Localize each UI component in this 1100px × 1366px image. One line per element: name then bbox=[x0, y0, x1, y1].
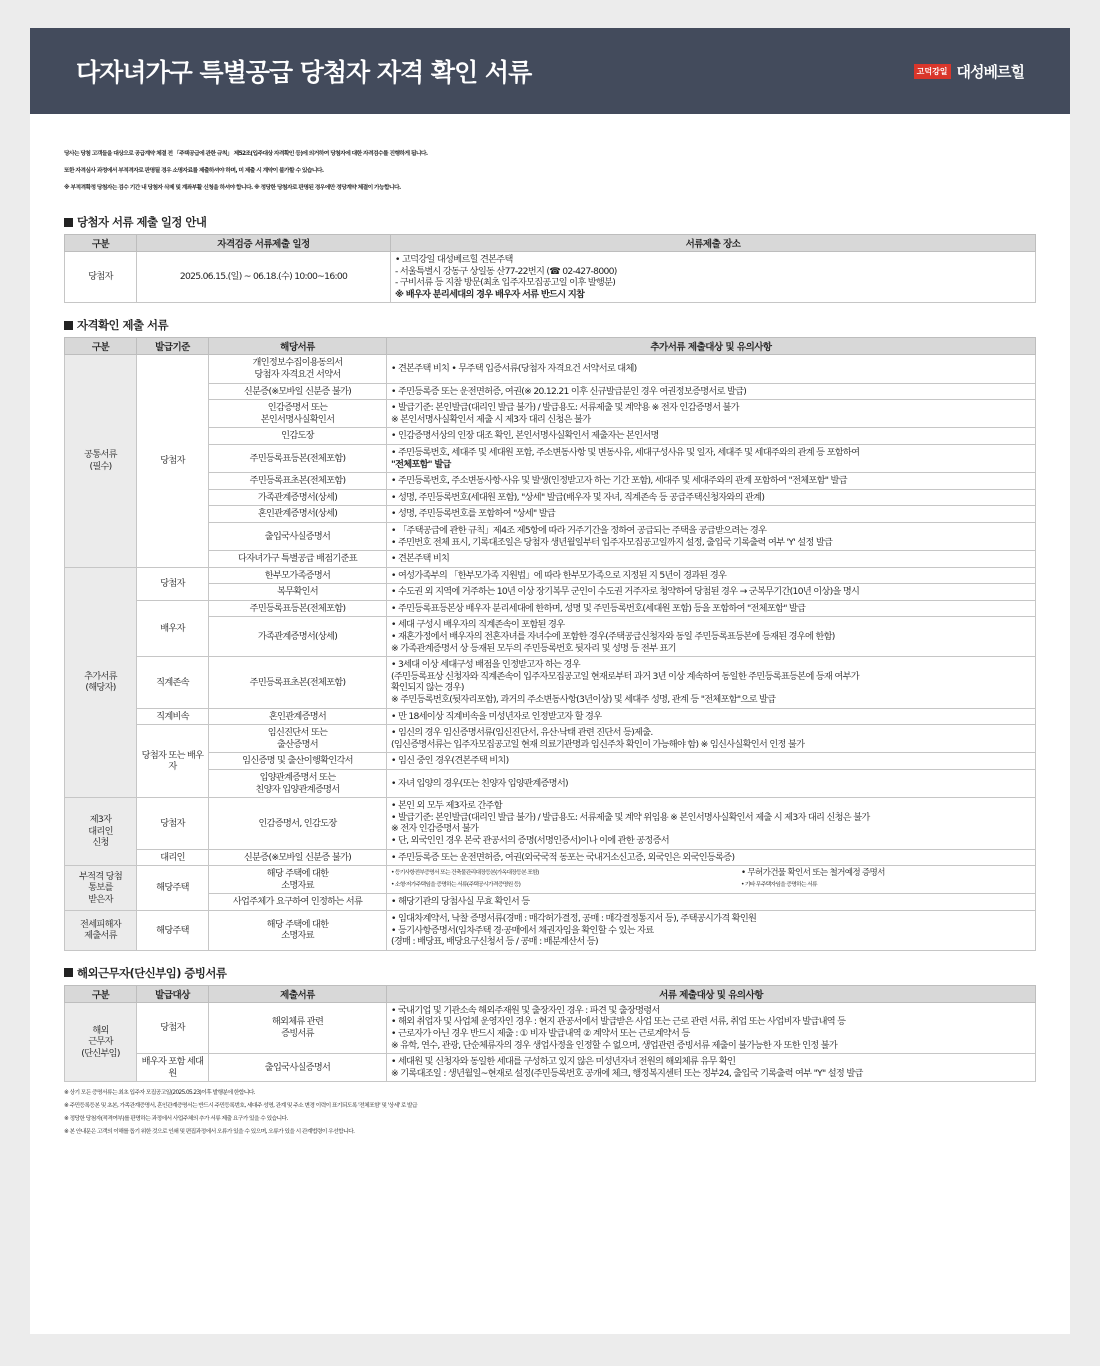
notes-cell: • 인감증명서상의 인장 대조 확인, 본인서명사실확인서 제출자는 본인서명 bbox=[387, 428, 1036, 445]
column-header: 서류제출 장소 bbox=[391, 235, 1036, 252]
doc-cell: 가족관계증명서(상세) bbox=[209, 617, 387, 657]
doc-cell: 출입국사실증명서 bbox=[209, 1054, 387, 1082]
issuer-cell: 대리인 bbox=[137, 849, 209, 866]
doc-cell: 해외체류 관련 증빙서류 bbox=[209, 1002, 387, 1053]
issuer-cell: 당첨자 bbox=[137, 1002, 209, 1053]
overseas-section-title: 해외근무자(단신부임) 증빙서류 bbox=[64, 965, 1036, 981]
doc-cell: 주민등록표초본(전체포함) bbox=[209, 473, 387, 490]
notes-cell: • 자녀 입양의 경우(또는 친양자 입양관계증명서) bbox=[387, 770, 1036, 798]
table-row bbox=[65, 910, 1036, 950]
table-row bbox=[65, 770, 1036, 798]
notes-cell: • 「주택공급에 관한 규칙」제4조 제5항에 따라 거주기간을 정하여 공급되는 주택을 공급받으려는 경우 • 주민번호 전체 표시, 기록대조일은 당첨자 생년월일부터 입주자모집공고일까지 설정, 출입국 기록출력 여부 'Y' 설정 발급 bbox=[387, 522, 1036, 550]
schedule-table bbox=[64, 234, 1036, 303]
doc-cell: 가족관계증명서(상세) bbox=[209, 489, 387, 506]
group-cell-ineligible: 부적격 당첨 통보를 받은자 bbox=[65, 866, 137, 911]
notice-page bbox=[30, 28, 1070, 1334]
table-row bbox=[65, 567, 1036, 584]
doc-cell: 임신증명 및 출산이행확인각서 bbox=[209, 753, 387, 770]
issuer-cell: 해당주택 bbox=[137, 866, 209, 911]
table-row bbox=[65, 725, 1036, 753]
issuer-cell: 직계존속 bbox=[137, 657, 209, 708]
table-row bbox=[65, 894, 1036, 911]
table-header-row bbox=[65, 235, 1036, 252]
table-row bbox=[65, 551, 1036, 568]
intro-text bbox=[64, 146, 1036, 197]
column-header: 발급기준 bbox=[137, 338, 209, 355]
issuer-cell: 배우자 포함 세대원 bbox=[137, 1054, 209, 1082]
footnotes bbox=[64, 1087, 1036, 1139]
notes-cell: • 세대원 및 신청자와 동일한 세대를 구성하고 있지 않은 미성년자녀 전원의 해외체류 유무 확인 ※ 기록대조일 : 생년월일~현재로 설정(주민등록번호 공개에 체크, 행정복지센터 또는 정부24, 출입국 기록출력 여부 "Y" 설정 발급 bbox=[387, 1054, 1036, 1082]
doc-cell: 출입국사실증명서 bbox=[209, 522, 387, 550]
column-header: 발급대상 bbox=[137, 985, 209, 1002]
notes-cell: • 3세대 이상 세대구성 배점을 인정받고자 하는 경우 (주민등록표상 신청자와 직계존속이 입주자모집공고일 현재로부터 과거 3년 이상 계속하여 동일한 주민등록표등본에 등재 여부가 확인되지 않는 경우) ※ 주민등록번호(뒷자리포함), 과거의 주소변동사항(3년이상) 및 세대주 성명, 관계 등 "전체포함"으로 발급 bbox=[387, 657, 1036, 708]
doc-cell: 인감증명서, 인감도장 bbox=[209, 798, 387, 849]
table-header-row bbox=[65, 338, 1036, 355]
doc-cell: 개인정보수집이용동의서 당첨자 자격요건 서약서 bbox=[209, 355, 387, 383]
group-cell-proxy: 제3자 대리인 신청 bbox=[65, 798, 137, 866]
table-row bbox=[65, 866, 1036, 894]
table-row bbox=[65, 617, 1036, 657]
notes-cell: • 성명, 주민등록번호(세대원 포함), "상세" 발급(배우자 및 자녀, 직계존속 등 공급주택신청자와의 관계) bbox=[387, 489, 1036, 506]
notes-cell: • 여성가족부의 「한부모가족 지원법」에 따라 한부모가족으로 지정된 지 5년이 경과된 경우 bbox=[387, 567, 1036, 584]
square-bullet-icon bbox=[64, 968, 73, 977]
doc-cell: 한부모가족증명서 bbox=[209, 567, 387, 584]
doc-cell: 주민등록표등본(전체포함) bbox=[209, 600, 387, 617]
table-row bbox=[65, 798, 1036, 849]
doc-cell: 주민등록표초본(전체포함) bbox=[209, 657, 387, 708]
table-row bbox=[65, 708, 1036, 725]
doc-cell: 신분증(※모바일 신분증 불가) bbox=[209, 383, 387, 400]
notes-cell: • 주민등록증 또는 운전면허증, 여권(※ 20.12.21 이후 신규발급분인 경우 여권정보증명서로 발급) bbox=[387, 383, 1036, 400]
doc-cell: 다자녀가구 특별공급 배점기준표 bbox=[209, 551, 387, 568]
doc-cell: 해당 주택에 대한 소명자료 bbox=[209, 910, 387, 950]
doc-cell: 해당 주택에 대한 소명자료 bbox=[209, 866, 387, 894]
table-row bbox=[65, 355, 1036, 383]
square-bullet-icon bbox=[64, 218, 73, 227]
intro-line: 당사는 당첨 고객들을 대상으로 공급계약 체결 전 「주택공급에 관한 규칙」 제52조(입주대상 자격확인 등)에 의거하여 당첨자에 대한 자격검수를 진행하게 됩니다. bbox=[64, 151, 428, 157]
column-header: 구분 bbox=[65, 985, 137, 1002]
footnote: ※ 정당한 당첨자(적격여부)를 판명하는 과정에서 사업주체의 추가 서류 제출 요구가 있을 수 있습니다. bbox=[64, 1116, 288, 1123]
doc-cell: 혼인관계증명서(상세) bbox=[209, 506, 387, 523]
table-row bbox=[65, 400, 1036, 428]
notes-cell: • 성명, 주민등록번호를 포함하여 "상세" 발급 bbox=[387, 506, 1036, 523]
doc-cell: 임신진단서 또는 출산증명서 bbox=[209, 725, 387, 753]
notes-cell: • 발급기준: 본인발급(대리인 발급 불가) / 발급용도: 서류제출 및 계약용 ※ 전자 인감증명서 불가 ※ 본인서명사실확인서 제출 시 제3자 대리 신청은 불가 bbox=[387, 400, 1036, 428]
doc-cell: 신분증(※모바일 신분증 불가) bbox=[209, 849, 387, 866]
notes-cell: • 국내기업 및 기관소속 해외주재원 및 출장자인 경우 : 파견 및 출장명령서 • 해외 취업자 및 사업체 운영자인 경우 : 현지 관공서에서 발급받은 사업 또는 근로 관련 서류, 취업 또는 사업비자 발급내역 등 • 근로자가 아닌 경우 반드시 제출 : ① 비자 발급내역 ② 계약서 또는 근로계약서 등 ※ 유학, 연수, 관광, 단순체류자의 경우 생업사정을 인정할 수 없으며, 생업관련 증빙서류 제출이 불가능한 자 또한 인정 불가 bbox=[387, 1002, 1036, 1053]
footnote: ※ 본 안내문은 고객의 이해를 돕기 위한 것으로 인쇄 및 편집과정에서 오류가 있을 수 있으며, 오류가 있을 시 관계법령이 우선합니다. bbox=[64, 1129, 355, 1136]
issuer-cell: 당첨자 bbox=[137, 798, 209, 849]
column-header: 자격검증 서류제출 일정 bbox=[137, 235, 391, 252]
page-title: 다자녀가구 특별공급 당첨자 자격 확인 서류 bbox=[76, 58, 532, 87]
column-header: 제출서류 bbox=[209, 985, 387, 1002]
group-cell-additional: 추가서류 (해당자) bbox=[65, 567, 137, 798]
table-row bbox=[65, 489, 1036, 506]
table-row bbox=[65, 1054, 1036, 1082]
table-row bbox=[65, 584, 1036, 601]
table-row bbox=[65, 252, 1036, 303]
notes-cell: • 임신의 경우 임신증명서류(임신진단서, 유산·낙태 관련 진단서 등)제출. (임신증명서류는 입주자모집공고일 현재 의료기관명과 임신주차 확인이 가능해야 함) ※ 임신사실확인서 인정 불가 bbox=[387, 725, 1036, 753]
table-row bbox=[65, 522, 1036, 550]
docs-section-title: 자격확인 제출 서류 bbox=[64, 317, 1036, 333]
schedule-section-title: 당첨자 서류 제출 일정 안내 bbox=[64, 214, 1036, 230]
notes-cell: • 주민등록번호, 세대주 및 세대원 포함, 주소변동사항 및 변동사유, 세대구성사유 및 일자, 세대주 및 세대주와의 관계 등 포함하여 "전체포함" 발급 bbox=[387, 444, 1036, 472]
column-header: 서류 제출대상 및 유의사항 bbox=[387, 985, 1036, 1002]
column-header: 구분 bbox=[65, 338, 137, 355]
brand-badge: 고덕강일 bbox=[914, 64, 951, 79]
schedule-category: 당첨자 bbox=[65, 252, 137, 303]
issuer-cell: 당첨자 bbox=[137, 355, 209, 567]
doc-cell: 인감증명서 또는 본인서명사실확인서 bbox=[209, 400, 387, 428]
docs-table bbox=[64, 337, 1036, 950]
doc-cell: 복무확인서 bbox=[209, 584, 387, 601]
doc-cell: 혼인관계증명서 bbox=[209, 708, 387, 725]
issuer-cell: 당첨자 bbox=[137, 567, 209, 600]
issuer-cell: 직계비속 bbox=[137, 708, 209, 725]
brand-name: 대성베르힐 bbox=[956, 62, 1024, 81]
notes-cell: • 주민등록증 또는 운전면허증, 여권(외국국적 동포는 국내거소신고증, 외국인은 외국인등록증) bbox=[387, 849, 1036, 866]
notes-cell: • 주민등록표등본상 배우자 분리세대에 한하며, 성명 및 주민등록번호(세대원 포함) 등을 포함하여 "전체포함" 발급 bbox=[387, 600, 1036, 617]
brand-logo bbox=[914, 61, 1024, 82]
table-row bbox=[65, 383, 1036, 400]
footnote: ※ 상기 모든 증명서류는 최초 입주자 모집공고일(2025.05.23)이후 발행분에 한합니다. bbox=[64, 1090, 255, 1097]
table-row bbox=[65, 1002, 1036, 1053]
intro-line: 또한 자격심사 과정에서 부적격자로 판명될 경우 소명자료를 제출하셔야 하며, 미 제출 시 계약이 불가할 수 있습니다. bbox=[64, 168, 324, 174]
notes-cell: • 임대차계약서, 낙찰 증명서류(경매 : 매각허가결정, 공매 : 매각결정통지서 등), 주택공시가격 확인원 • 등기사항증명서(임차주택 경·공매에서 채권자임을 확인할 수 있는 자료 (경매 : 배당표, 배당요구신청서 등 / 공매 : 배분계산서 등) bbox=[387, 910, 1036, 950]
column-header: 해당서류 bbox=[209, 338, 387, 355]
table-row bbox=[65, 444, 1036, 472]
doc-cell: 인감도장 bbox=[209, 428, 387, 445]
notes-cell: • 만 18세이상 직계비속을 미성년자로 인정받고자 할 경우 bbox=[387, 708, 1036, 725]
notes-cell: • 견본주택 비치 • 무주택 입증서류(당첨자 자격요건 서약서로 대체) bbox=[387, 355, 1036, 383]
notes-cell: • 임신 중인 경우(견본주택 비치) bbox=[387, 753, 1036, 770]
schedule-period: 2025.06.15.(일) ~ 06.18.(수) 10:00~16:00 bbox=[137, 252, 391, 303]
doc-cell: 입양관계증명서 또는 친양자 입양관계증명서 bbox=[209, 770, 387, 798]
table-row bbox=[65, 600, 1036, 617]
column-header: 구분 bbox=[65, 235, 137, 252]
table-row bbox=[65, 753, 1036, 770]
column-header: 추가서류 제출대상 및 유의사항 bbox=[387, 338, 1036, 355]
schedule-place: • 고덕강일 대성베르힐 견본주택 - 서울특별시 강동구 상일동 산77-22번지 (☎ 02-427-8000) - 구비서류 등 지참 방문(최초 입주자모집공고일 이후 발행분) ※ 배우자 분리세대의 경우 배우자 서류 반드시 지참 bbox=[391, 252, 1036, 303]
issuer-cell: 배우자 bbox=[137, 600, 209, 656]
doc-cell: 사업주체가 요구하여 인정하는 서류 bbox=[209, 894, 387, 911]
notes-cell: • 수도권 외 지역에 거주하는 10년 이상 장기복무 군인이 수도권 거주자로 청약하여 당첨된 경우 → 군복무기간(10년 이상)을 명시 bbox=[387, 584, 1036, 601]
issuer-cell: 해당주택 bbox=[137, 910, 209, 950]
notes-cell: • 등기사항전부증명서 또는 건축물관리대장등본(가옥대장등본 포함) • 소형·저가주택임을 증명하는 서류(주택공시가격증명원 등) • 무허가건물 확인서 또는 철거예정 증명서 • 기타 무주택자임을 증명하는 서류 bbox=[387, 866, 1036, 894]
square-bullet-icon bbox=[64, 321, 73, 330]
notes-cell: • 본인 외 모두 제3자로 간주함 • 발급기준: 본인발급(대리인 발급 불가) / 발급용도: 서류제출 및 계약 위임용 ※ 본인서명사실확인서 제출 시 제3자 대리 신청은 불가 ※ 전자 인감증명서 불가 • 단, 외국인인 경우 본국 관공서의 증명(서명인증서)이나 이에 관한 공정증서 bbox=[387, 798, 1036, 849]
overseas-table bbox=[64, 985, 1036, 1083]
notes-cell: • 해당기관의 당첨사실 무효 확인서 등 bbox=[387, 894, 1036, 911]
issuer-cell: 당첨자 또는 배우자 bbox=[137, 725, 209, 798]
footnote: ※ 주민등록등본 및 초본, 가족관계증명서, 혼인관계증명서는 반드시 주민등록번호, 세대주 성명, 관계 및 주소 변경 이력이 표기되도록 '전체포함' 및 '상세' 로 발급 bbox=[64, 1103, 418, 1110]
table-row bbox=[65, 657, 1036, 708]
intro-line: ※ 부적격확정 당첨자는 검수 기간 내 당첨자 삭제 및 계좌부활 신청을 하셔야 합니다. ※ 정당한 당첨자로 판명된 경우에만 정당계약 체결이 가능합니다. bbox=[64, 185, 401, 191]
header-banner bbox=[30, 28, 1070, 114]
table-row bbox=[65, 428, 1036, 445]
notes-cell: • 세대 구성시 배우자의 직계존속이 포함된 경우 • 재혼가정에서 배우자의 전혼자녀를 자녀수에 포함한 경우(주택공급신청자와 동일 주민등록표등본에 등재된 경우에 한함) ※ 가족관계증명서 상 등재된 모두의 주민등록번호 뒷자리 및 성명 등 전부 표기 bbox=[387, 617, 1036, 657]
group-cell-lease: 전세피해자 제출서류 bbox=[65, 910, 137, 950]
group-cell-common: 공통서류 (필수) bbox=[65, 355, 137, 567]
table-row bbox=[65, 473, 1036, 490]
notes-cell: • 견본주택 비치 bbox=[387, 551, 1036, 568]
table-row bbox=[65, 506, 1036, 523]
doc-cell: 주민등록표등본(전체포함) bbox=[209, 444, 387, 472]
notes-cell: • 주민등록번호, 주소변동사항·사유 및 발생(인정받고자 하는 기간 포함), 세대주 및 세대주와의 관계 포함하여 "전체포함" 발급 bbox=[387, 473, 1036, 490]
table-row bbox=[65, 849, 1036, 866]
group-cell-overseas: 해외 근무자 (단신부임) bbox=[65, 1002, 137, 1082]
table-header-row bbox=[65, 985, 1036, 1002]
